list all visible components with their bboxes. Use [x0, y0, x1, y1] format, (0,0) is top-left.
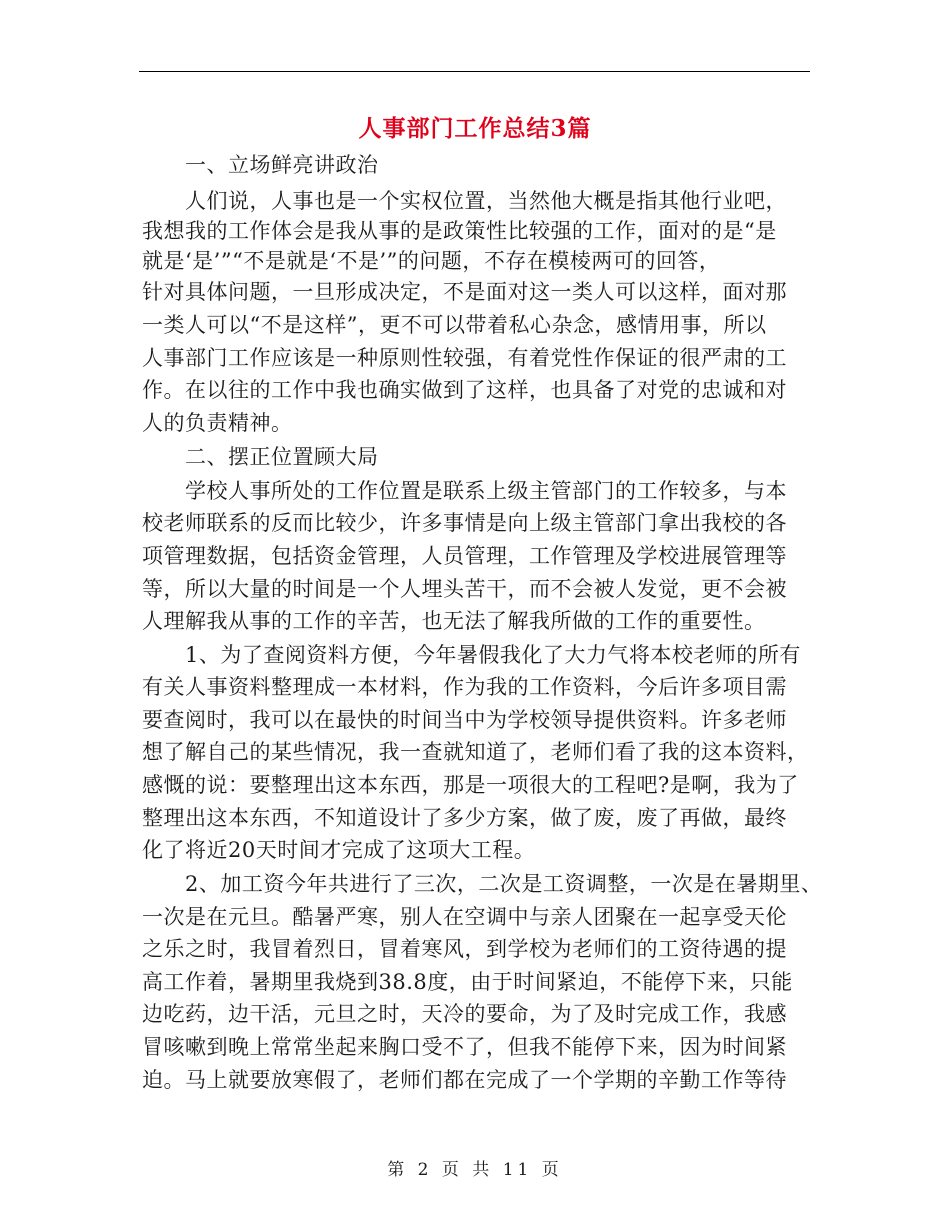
- body-line: 有关人事资料整理成一本材料，作为我的工作资料，今后许多项目需: [142, 675, 787, 699]
- body-line: 校老师联系的反而比较少，许多事情是向上级主管部门拿出我校的各: [142, 511, 787, 535]
- body-line: 人的负责精神。: [142, 411, 293, 435]
- body-line: 2、加工资今年共进行了三次，二次是工资调整，一次是在暑期里、: [142, 872, 823, 896]
- body-line: 一类人可以“不是这样”，更不可以带着私心杂念，感情用事，所以: [142, 313, 767, 337]
- document-title: 人事部门工作总结3篇: [358, 115, 592, 142]
- body-line: 二、摆正位置顾大局: [142, 445, 379, 469]
- body-line: 一、立场鲜亮讲政治: [142, 153, 379, 177]
- body-line: 化了将近20天时间才完成了这项大工程。: [142, 838, 536, 862]
- body-line: 作。在以往的工作中我也确实做到了这样，也具备了对党的忠诚和对: [142, 378, 787, 402]
- body-line: 之乐之时，我冒着烈日，冒着寒风，到学校为老师们的工资待遇的提: [142, 937, 787, 961]
- body-line: 想了解自己的某些情况，我一查就知道了，老师们看了我的这本资料，: [142, 740, 809, 764]
- body-line: 人理解我从事的工作的辛苦，也无法了解我所做的工作的重要性。: [142, 609, 766, 633]
- body-line: 要查阅时，我可以在最快的时间当中为学校领导提供资料。许多老师: [142, 708, 787, 732]
- body-line: 人事部门工作应该是一种原则性较强，有着党性作保证的很严肃的工: [142, 346, 787, 370]
- body-line: 我想我的工作体会是我从事的是政策性比较强的工作，面对的是“是: [142, 219, 777, 243]
- body-line: 感慨的说：要整理出这本东西，那是一项很大的工程吧?是啊，我为了: [142, 773, 799, 797]
- body-line: 冒咳嗽到晚上常常坐起来胸口受不了，但我不能停下来，因为时间紧: [142, 1035, 787, 1059]
- body-line: 针对具体问题，一旦形成决定，不是面对这一类人可以这样，面对那: [142, 280, 787, 304]
- body-line: 就是‘是’”“不是就是‘不是’”的问题，不存在模棱两可的回答，: [142, 249, 721, 273]
- body-line: 迫。马上就要放寒假了，老师们都在完成了一个学期的辛勤工作等待: [142, 1068, 787, 1092]
- body-line: 高工作着，暑期里我烧到38.8度，由于时间紧迫，不能停下来，只能: [142, 970, 793, 994]
- body-line: 整理出这本东西，不知道设计了多少方案，做了废，废了再做，最终: [142, 806, 787, 830]
- body-line: 学校人事所处的工作位置是联系上级主管部门的工作较多，与本: [142, 479, 787, 503]
- body-line: 1、为了查阅资料方便，今年暑假我化了大力气将本校老师的所有: [142, 643, 801, 667]
- body-line: 等，所以大量的时间是一个人埋头苦干，而不会被人发觉，更不会被: [142, 577, 787, 601]
- header-rule: [139, 71, 810, 72]
- page-number: 第 2 页 共 11 页: [387, 1160, 563, 1180]
- body-line: 人们说，人事也是一个实权位置，当然他大概是指其他行业吧，: [142, 189, 787, 213]
- body-line: 项管理数据，包括资金管理，人员管理，工作管理及学校进展管理等: [142, 544, 787, 568]
- body-line: 边吃药，边干活，元旦之时，天冷的要命，为了及时完成工作，我感: [142, 1002, 787, 1026]
- body-line: 一次是在元旦。酷暑严寒，别人在空调中与亲人团聚在一起享受天伦: [142, 905, 787, 929]
